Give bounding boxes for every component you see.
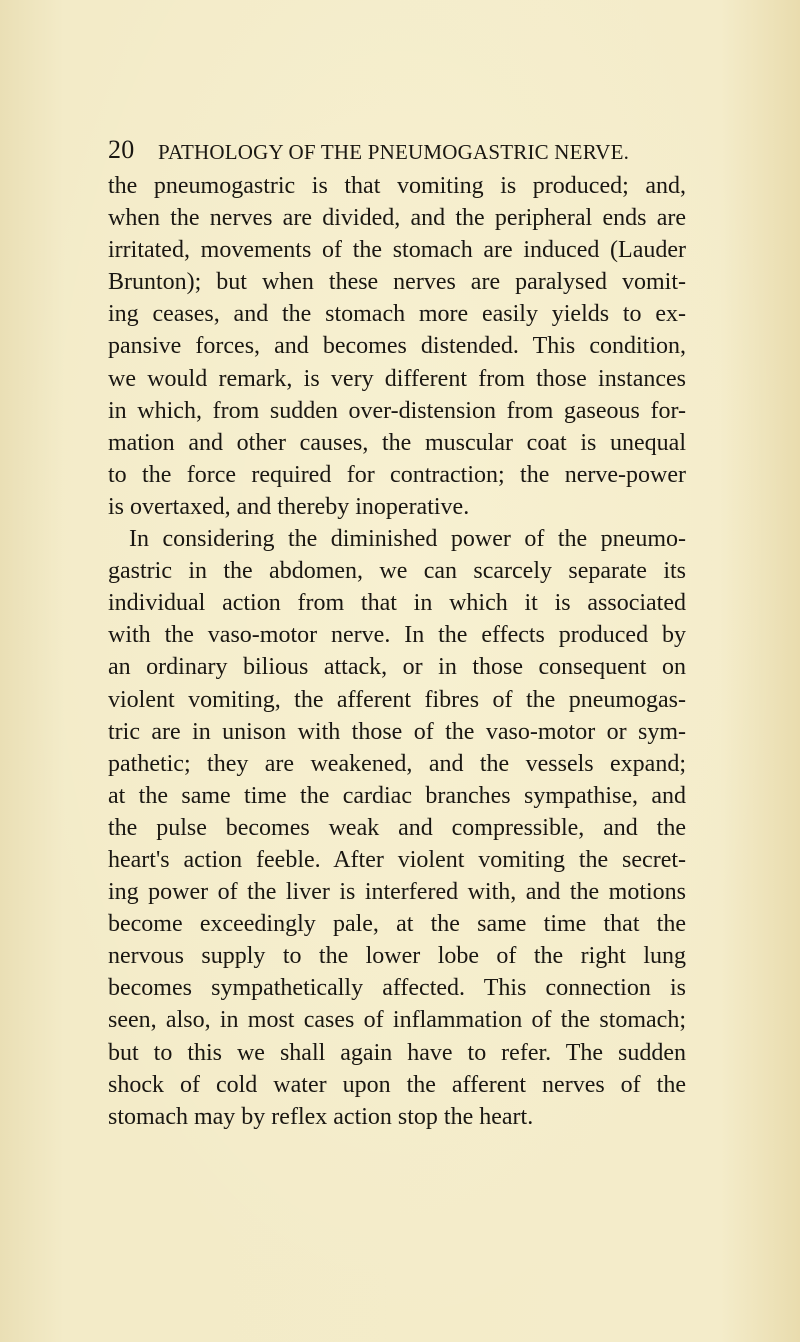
page-header [108,135,688,169]
text-line: when the nerves are divided, and the peripheral ends are [108,205,686,232]
text-line: we would remark, is very different from those instances [108,365,686,392]
running-title: PATHOLOGY OF THE PNEUMOGASTRIC NERVE. [158,140,630,164]
text-line: In considering the diminished power of the pneumo- [129,526,686,553]
text-line: to the force required for contraction; the nerve-power [108,461,686,488]
text-line: heart's action feeble. After violent vomiting the secret- [108,846,686,873]
text-line: at the same time the cardiac branches sympathise, and [108,782,686,809]
text-line: violent vomiting, the afferent fibres of the pneumogas- [108,686,686,713]
text-line: nervous supply to the lower lobe of the right lung [108,943,686,970]
text-line: irritated, movements of the stomach are induced (Lauder [108,237,686,264]
text-line: gastric in the abdomen, we can scarcely separate its [108,558,686,585]
text-line: pansive forces, and becomes distended. This condition, [108,333,686,360]
text-line: Brunton); but when these nerves are paralysed vomit- [108,269,686,296]
text-line: the pneumogastric is that vomiting is produced; and, [108,173,686,199]
text-line: stomach may by reflex action stop the heart. [108,1103,534,1130]
text-line: become exceedingly pale, at the same time that the [108,911,686,938]
body-text [108,170,686,1133]
page-number: 20 [108,135,135,164]
text-line: ing power of the liver is interfered with, and the motions [108,879,686,906]
text-line: the pulse becomes weak and compressible, and the [108,814,686,841]
text-line: individual action from that in which it is associated [108,590,686,617]
text-line: ing ceases, and the stomach more easily yields to ex- [108,301,686,328]
text-line: shock of cold water upon the afferent nerves of the [108,1071,686,1098]
text-line: becomes sympathetically affected. This connection is [108,975,686,1002]
text-line: pathetic; they are weakened, and the vessels expand; [108,750,686,777]
text-line: with the vaso-motor nerve. In the effects produced by [108,622,686,649]
text-line: is overtaxed, and thereby inoperative. [108,493,470,520]
text-line: mation and other causes, the muscular coat is unequal [108,429,686,456]
text-line: an ordinary bilious attack, or in those consequent on [108,654,686,681]
text-line: but to this we shall again have to refer. The sudden [108,1039,686,1066]
text-line: seen, also, in most cases of inflammation of the stomach; [108,1007,686,1034]
text-line: in which, from sudden over-distension from gaseous for- [108,397,686,424]
text-line: tric are in unison with those of the vaso-motor or sym- [108,718,686,745]
